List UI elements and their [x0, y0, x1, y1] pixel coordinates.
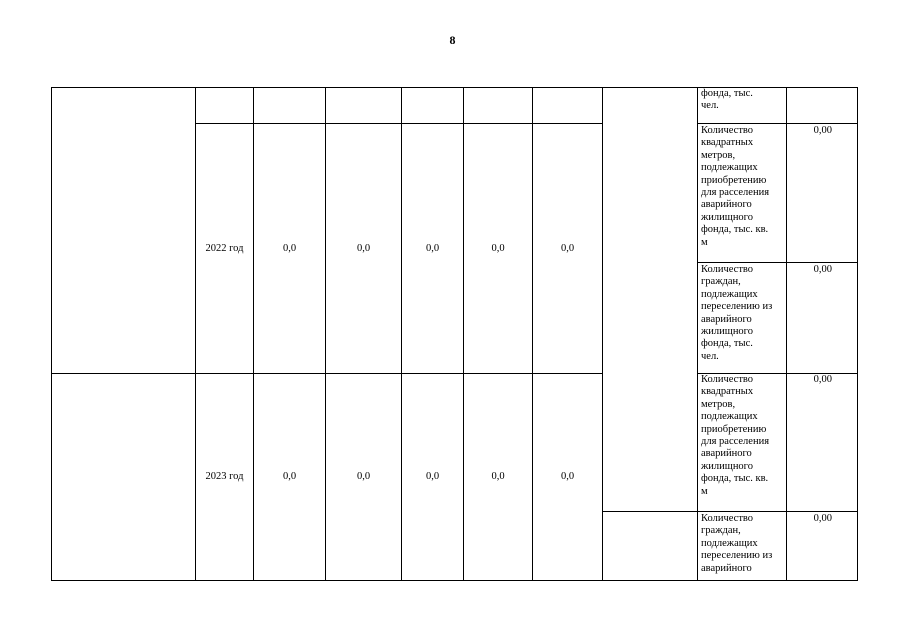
value-cell: 0,0 [560, 243, 575, 254]
value-cell: 0,0 [282, 471, 297, 482]
indicator-value: 0,00 [813, 374, 832, 385]
indicator-label: Количество граждан, подлежащих переселению из аварийного [701, 513, 773, 574]
col-border-3 [325, 87, 326, 581]
value-cell: 0,0 [356, 471, 371, 482]
indicator-value: 0,00 [813, 125, 832, 136]
indicator-label: фонда, тыс. чел. [701, 88, 753, 112]
indicator-label: Количество квадратных метров, подлежащих приобретению для расселения аварийного жилищного фонда, тыс. кв. м [701, 125, 770, 248]
page-number: 8 [449, 33, 456, 47]
col-border-9 [786, 87, 787, 581]
value-cell: 0,0 [425, 243, 440, 254]
col-border-5 [463, 87, 464, 581]
value-cell: 0,0 [356, 243, 371, 254]
value-cell: 0,0 [491, 243, 505, 254]
col-border-0 [51, 87, 52, 581]
col-border-2 [253, 87, 254, 581]
indicator-label: Количество квадратных метров, подлежащих приобретению для расселения аварийного жилищного фонда, тыс. кв. м [701, 374, 770, 497]
col-border-10 [857, 87, 858, 581]
value-cell: 0,0 [491, 471, 505, 482]
col-border-4 [401, 87, 402, 581]
row-divider-top-indicator [697, 123, 858, 124]
row-divider-main [51, 373, 603, 374]
value-cell: 0,0 [282, 243, 297, 254]
value-cell: 0,0 [560, 471, 575, 482]
value-cell: 0,0 [425, 471, 440, 482]
row-divider-2022-inner [697, 262, 858, 263]
indicator-value: 0,00 [813, 264, 832, 275]
col-border-1 [195, 87, 196, 581]
row-divider-2023-inner [603, 511, 858, 512]
row-divider-top-data [195, 123, 603, 124]
indicator-value: 0,00 [813, 513, 832, 524]
year-cell-2023: 2023 год [205, 471, 244, 482]
col-border-7 [602, 87, 603, 581]
col-border-8 [697, 87, 698, 581]
year-cell-2022: 2022 год [205, 243, 244, 254]
table-bottom-border [51, 580, 858, 581]
col-border-6 [532, 87, 533, 581]
indicator-label: Количество граждан, подлежащих переселению из аварийного жилищного фонда, тыс. чел. [701, 264, 773, 362]
